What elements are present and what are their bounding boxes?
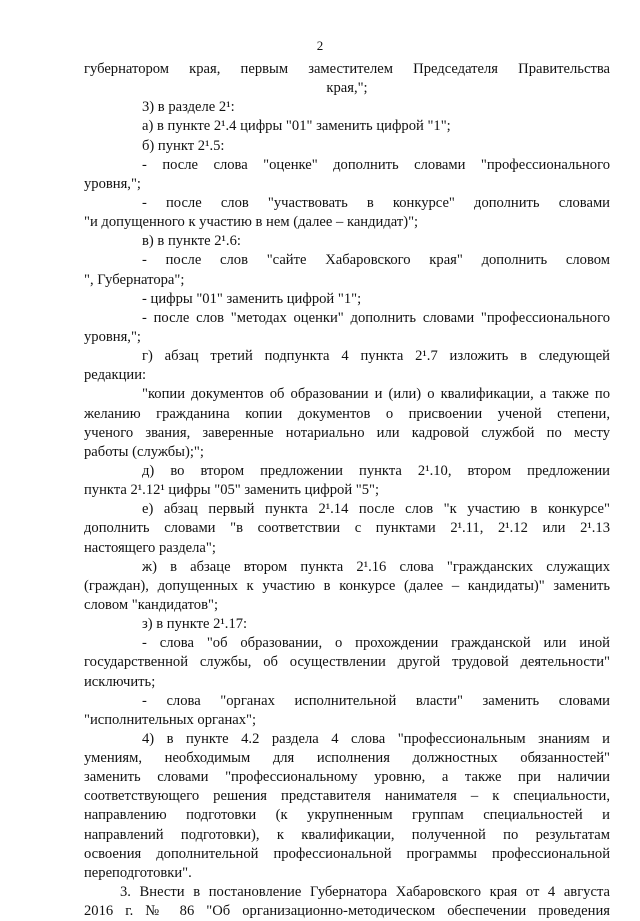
text-line: заменить словами "профессиональному уровню, а также при наличии — [84, 769, 610, 786]
text-line: "исполнительных органах"; — [84, 711, 257, 728]
document-body — [84, 60, 610, 921]
text-line: в) в пункте 2¹.6: — [142, 233, 241, 250]
text-line: губернатором края, первым заместителем Председателя Правительства — [84, 61, 610, 77]
text-line: а) в пункте 2¹.4 цифры "01" заменить цифрой "1"; — [142, 118, 451, 135]
text-line: настоящего раздела"; — [84, 539, 216, 556]
text-line: уровня,"; — [84, 328, 141, 345]
text-line: (граждан), допущенных к участию в конкурсе (далее – кандидаты)" заменить — [84, 577, 610, 594]
text-line: желанию гражданина копии документов о присвоении ученой степени, — [84, 405, 610, 422]
text-line: з) в пункте 2¹.17: — [142, 616, 248, 633]
text-line: работы (службы);"; — [84, 443, 204, 460]
text-line: редакции: — [84, 367, 147, 384]
text-line: - цифры "01" заменить цифрой "1"; — [142, 290, 362, 307]
text-line: направлений подготовки), к квалификации, полученной по результатам — [84, 826, 610, 843]
text-line: г) абзац третий подпункта 4 пункта 2¹.7 изложить в следующей — [142, 348, 610, 365]
text-line: 3) в разделе 2¹: — [142, 99, 235, 116]
text-line: ", Губернатора"; — [84, 271, 185, 288]
text-line: - после слов "сайте Хабаровского края" дополнить словом — [142, 252, 610, 269]
text-line: края,"; — [326, 80, 368, 97]
text-line: - после слова "оценке" дополнить словами "профессионального — [142, 156, 610, 173]
text-line: ж) в абзаце втором пункта 2¹.16 слова "гражданских служащих — [142, 558, 610, 575]
text-line: пункта 2¹.12¹ цифры "05" заменить цифрой "5"; — [84, 482, 380, 499]
text-line: 3. Внести в постановление Губернатора Хабаровского края от 4 августа — [120, 884, 610, 901]
text-line: б) пункт 2¹.5: — [142, 137, 225, 154]
text-line: - после слов "методах оценки" дополнить словами "профессионального — [142, 309, 610, 326]
text-line: д) во втором предложении пункта 2¹.10, втором предложении — [142, 462, 610, 479]
page-number: 2 — [316, 38, 324, 53]
text-line: 2016 г. № 86 "Об организационно-методическом обеспечении проведения — [84, 903, 610, 920]
text-line: переподготовки". — [84, 864, 192, 881]
text-line: "и допущенного к участию в нем (далее – кандидат)"; — [84, 214, 419, 231]
text-line: ученого звания, заверенные нотариально или кадровой службой по месту — [84, 424, 610, 441]
text-line: дополнить словами "в соответствии с пунктами 2¹.11, 2¹.12 или 2¹.13 — [84, 520, 610, 537]
text-line: умениям, необходимым для исполнения должностных обязанностей" — [84, 750, 610, 767]
text-line: направлению подготовки (к укрупненным группам специальностей и — [84, 807, 610, 824]
text-line: е) абзац первый пункта 2¹.14 после слов "к участию в конкурсе" — [142, 501, 610, 518]
text-line: - слова "органах исполнительной власти" заменить словами — [142, 692, 610, 709]
text-line: соответствующего решения представителя нанимателя – к специальности, — [84, 788, 610, 805]
text-line: словом "кандидатов"; — [84, 596, 219, 613]
text-line: - слова "об образовании, о прохождении гражданской или иной — [142, 635, 610, 652]
text-line: уровня,"; — [84, 175, 141, 192]
text-line: освоения дополнительной профессиональной программы профессиональной — [84, 845, 610, 862]
text-line: государственной службы, об осуществлении другой трудовой деятельности" — [84, 654, 610, 671]
text-line: исключить; — [84, 673, 156, 690]
text-line: - после слов "участвовать в конкурсе" дополнить словами — [142, 194, 610, 211]
text-line: "копии документов об образовании и (или) о квалификации, а также по — [142, 386, 610, 403]
text-line: 4) в пункте 4.2 раздела 4 слова "профессиональным знаниям и — [142, 730, 610, 747]
